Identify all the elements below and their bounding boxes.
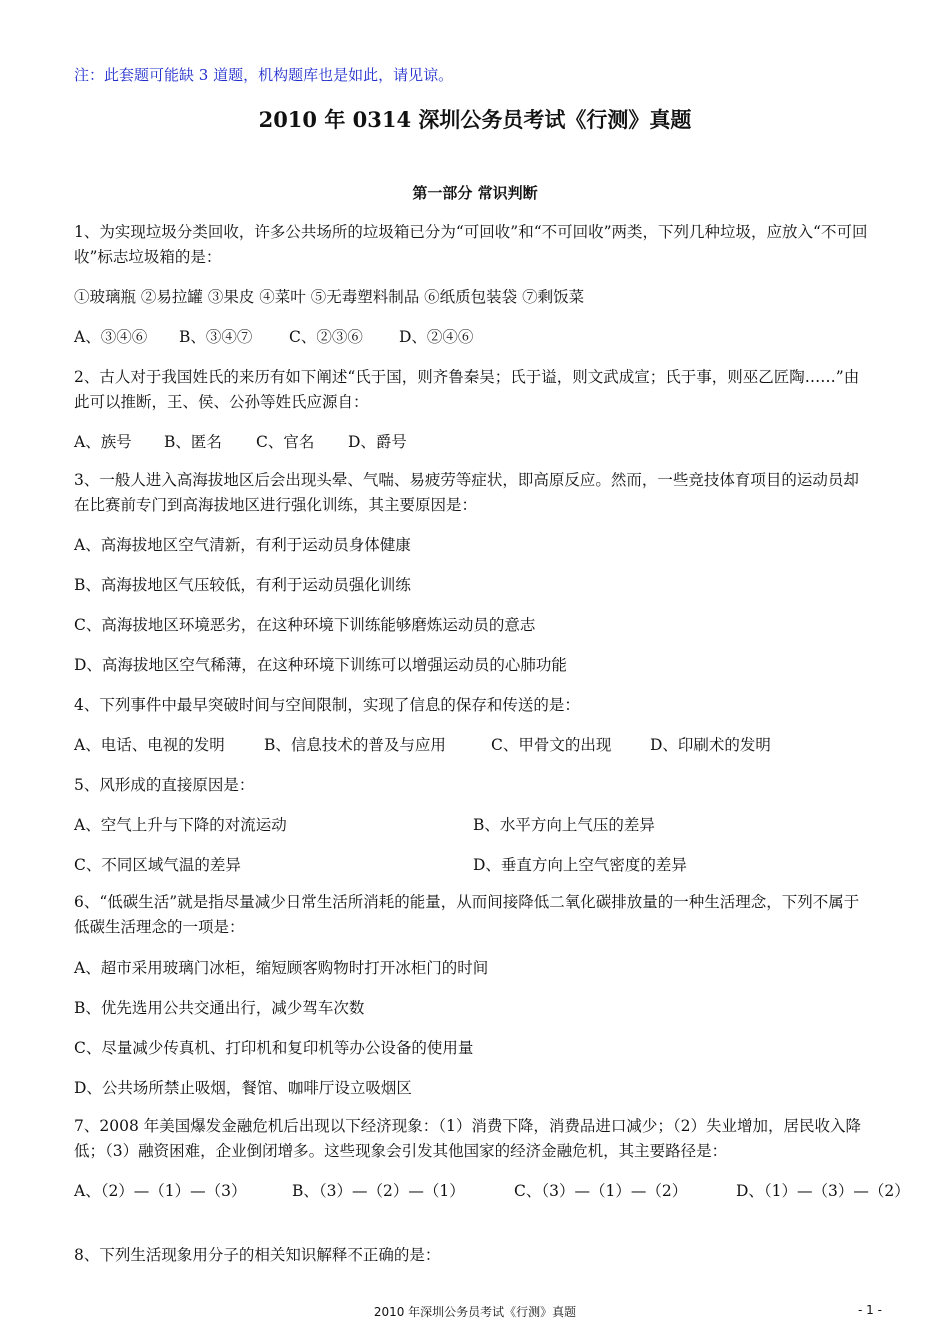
footer-title: 2010 年深圳公务员考试《行测》真题 — [373, 1305, 577, 1319]
question-3-option-a: A、高海拔地区空气清新，有利于运动员身体健康 — [74, 536, 411, 554]
option-b: B、③④⑦ — [179, 328, 253, 346]
question-4-stem: 4、下列事件中最早突破时间与空间限制，实现了信息的保存和传送的是： — [74, 696, 580, 714]
option-b: B、（3）—（2）—（1） — [292, 1182, 465, 1200]
option-d: D、爵号 — [348, 433, 407, 451]
question-5-option-d: D、垂直方向上空气密度的差异 — [473, 856, 687, 874]
question-2-stem: 2、古人对于我国姓氏的来历有如下阐述“氏于国，则齐鲁秦吴；氏于谥，则文武成宣；氏于事，则巫乙匠陶……”由此可以推断，王、侯、公孙等姓氏应源自： — [74, 368, 860, 411]
question-3-option-d: D、高海拔地区空气稀薄，在这种环境下训练可以增强运动员的心肺功能 — [74, 656, 567, 674]
option-b: B、信息技术的普及与应用 — [264, 736, 446, 754]
question-5-option-c: C、不同区域气温的差异 — [74, 856, 241, 874]
question-6-option-d: D、公共场所禁止吸烟，餐馆、咖啡厅设立吸烟区 — [74, 1079, 412, 1097]
option-c: C、②③⑥ — [289, 328, 363, 346]
question-5-option-b: B、水平方向上气压的差异 — [473, 816, 655, 834]
question-3-stem: 3、一般人进入高海拔地区后会出现头晕、气喘、易疲劳等症状，即高原反应。然而，一些竞技体育项目的运动员却在比赛前专门到高海拔地区进行强化训练，其主要原因是： — [74, 471, 859, 514]
question-4-options — [74, 733, 771, 755]
page-number: - 1 - — [858, 1303, 882, 1317]
option-c: C、甲骨文的出现 — [491, 736, 612, 754]
option-c: C、（3）—（1）—（2） — [514, 1182, 688, 1200]
question-1-items: ①玻璃瓶 ②易拉罐 ③果皮 ④菜叶 ⑤无毒塑料制品 ⑥纸质包装袋 ⑦剩饭菜 — [74, 288, 585, 306]
option-d: D、②④⑥ — [399, 328, 474, 346]
question-5-option-a: A、空气上升与下降的对流运动 — [74, 816, 287, 834]
question-2-options — [74, 430, 407, 452]
question-6-option-a: A、超市采用玻璃门冰柜，缩短顾客购物时打开冰柜门的时间 — [74, 959, 489, 977]
option-d: D、印刷术的发明 — [650, 736, 771, 754]
question-6-option-b: B、优先选用公共交通出行，减少驾车次数 — [74, 999, 365, 1017]
question-1-stem: 1、为实现垃圾分类回收，许多公共场所的垃圾箱已分为“可回收”和“不可回收”两类，下列几种垃圾，应放入“不可回收”标志垃圾箱的是： — [74, 223, 868, 266]
notice-text: 注：此套题可能缺 3 道题，机构题库也是如此，请见谅。 — [74, 66, 454, 84]
option-a: A、（2）—（1）—（3） — [74, 1182, 247, 1200]
option-d: D、（1）—（3）—（2） — [736, 1182, 910, 1200]
question-7-options — [74, 1179, 910, 1201]
question-1-options — [74, 325, 473, 347]
option-a: A、③④⑥ — [74, 328, 148, 346]
option-b: B、匿名 — [164, 433, 222, 451]
page-title: 2010 年 0314 深圳公务员考试《行测》真题 — [258, 107, 692, 132]
question-8-stem: 8、下列生活现象用分子的相关知识解释不正确的是： — [74, 1246, 441, 1264]
option-a: A、族号 — [74, 433, 132, 451]
question-3-option-b: B、高海拔地区气压较低，有利于运动员强化训练 — [74, 576, 411, 594]
option-c: C、官名 — [256, 433, 315, 451]
section-heading: 第一部分 常识判断 — [412, 184, 538, 202]
question-6-stem: 6、“低碳生活”就是指尽量减少日常生活所消耗的能量，从而间接降低二氧化碳排放量的一种生活理念，下列不属于低碳生活理念的一项是： — [74, 893, 860, 936]
question-7-stem: 7、2008 年美国爆发金融危机后出现以下经济现象：（1）消费下降，消费品进口减少；（2）失业增加，居民收入降低；（3）融资困难，企业倒闭增多。这些现象会引发其他国家的经济金融危机，其主要路径是： — [74, 1117, 861, 1160]
question-3-option-c: C、高海拔地区环境恶劣，在这种环境下训练能够磨炼运动员的意志 — [74, 616, 536, 634]
option-a: A、电话、电视的发明 — [74, 736, 225, 754]
question-5-stem: 5、风形成的直接原因是： — [74, 776, 255, 794]
question-6-option-c: C、尽量减少传真机、打印机和复印机等办公设备的使用量 — [74, 1039, 474, 1057]
